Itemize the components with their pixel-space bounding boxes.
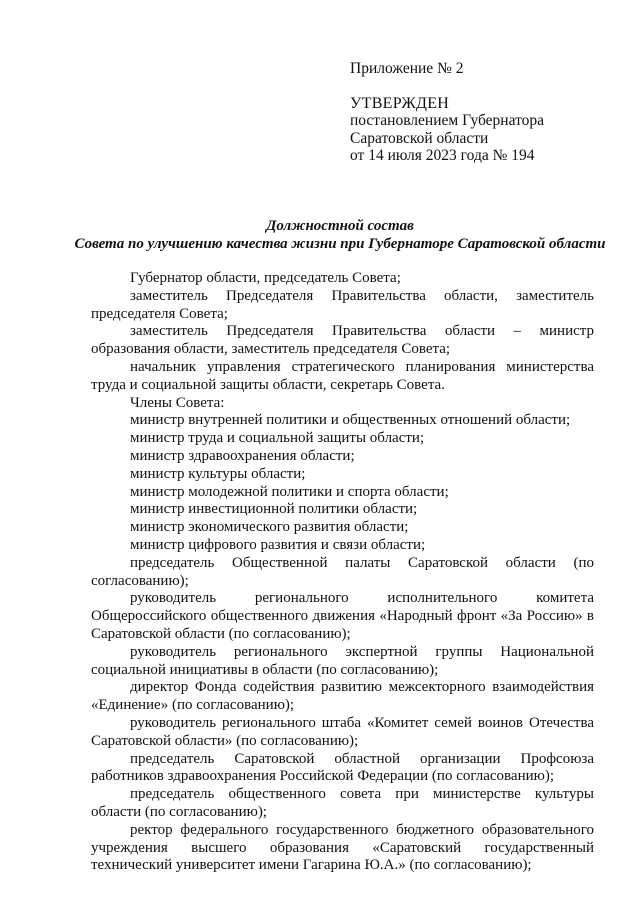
member-item: министр внутренней политики и общественных отношений области; bbox=[130, 412, 571, 429]
title-line-2: Совета по улучшению качества жизни при Губернаторе Саратовской области bbox=[74, 235, 606, 252]
appendix-number: Приложение № 2 bbox=[350, 60, 464, 77]
member-item: министр инвестиционной политики области; bbox=[130, 501, 418, 518]
approval-line-region: Саратовской области bbox=[350, 129, 489, 147]
member-item: руководитель регионального штаба «Комитет семей воинов Отечества Саратовской области» (по согласованию); bbox=[91, 714, 594, 749]
member-item: председатель Общественной палаты Саратовской области (по согласованию); bbox=[91, 554, 594, 589]
members-heading: Члены Совета: bbox=[130, 394, 225, 411]
member-list bbox=[91, 270, 594, 875]
member-item: заместитель Председателя Правительства области – министр образования области, заместитель председателя Совета; bbox=[91, 323, 594, 358]
approval-block bbox=[350, 60, 630, 165]
member-item: ректор федерального государственного бюджетного образовательного учреждения высшего образования «Саратовский государственный технический университет имени Гагарина Ю.А.» (по согласованию); bbox=[91, 821, 594, 874]
member-item: председатель Саратовской областной организации Профсоюза работников здравоохранения Российской Федерации (по согласованию); bbox=[91, 750, 594, 785]
member-item: руководитель регионального экспертной группы Национальной социальной инициативы в области (по согласованию); bbox=[91, 643, 594, 678]
member-item: министр здравоохранения области; bbox=[130, 447, 355, 464]
member-item: руководитель регионального исполнительного комитета Общероссийского общественного движения «Народный фронт «За Россию» в Саратовской области (по согласованию); bbox=[91, 590, 594, 642]
approval-line-date: от 14 июля 2023 года № 194 bbox=[350, 147, 535, 164]
member-item: министр цифрового развития и связи области; bbox=[130, 536, 426, 553]
member-item: директор Фонда содействия развитию межсекторного взаимодействия «Единение» (по согласованию); bbox=[91, 679, 594, 714]
approval-status: УТВЕРЖДЕН bbox=[350, 94, 450, 112]
member-item: начальник управления стратегического планирования министерства труда и социальной защиты области, секретарь Совета. bbox=[91, 358, 594, 393]
member-item: министр культуры области; bbox=[130, 465, 306, 482]
title-line-1: Должностной состав bbox=[266, 218, 414, 234]
member-item: председатель общественного совета при министерстве культуры области (по согласованию); bbox=[91, 786, 594, 820]
member-item: министр труда и социальной защиты области; bbox=[130, 430, 425, 447]
document-title bbox=[60, 218, 620, 253]
member-item: Губернатор области, председатель Совета; bbox=[130, 270, 401, 286]
approval-line-decree: постановлением Губернатора bbox=[350, 112, 545, 129]
member-item: министр экономического развития области; bbox=[130, 519, 409, 536]
member-item: заместитель Председателя Правительства области, заместитель председателя Совета; bbox=[91, 287, 594, 322]
member-item: министр молодежной политики и спорта области; bbox=[130, 483, 449, 500]
